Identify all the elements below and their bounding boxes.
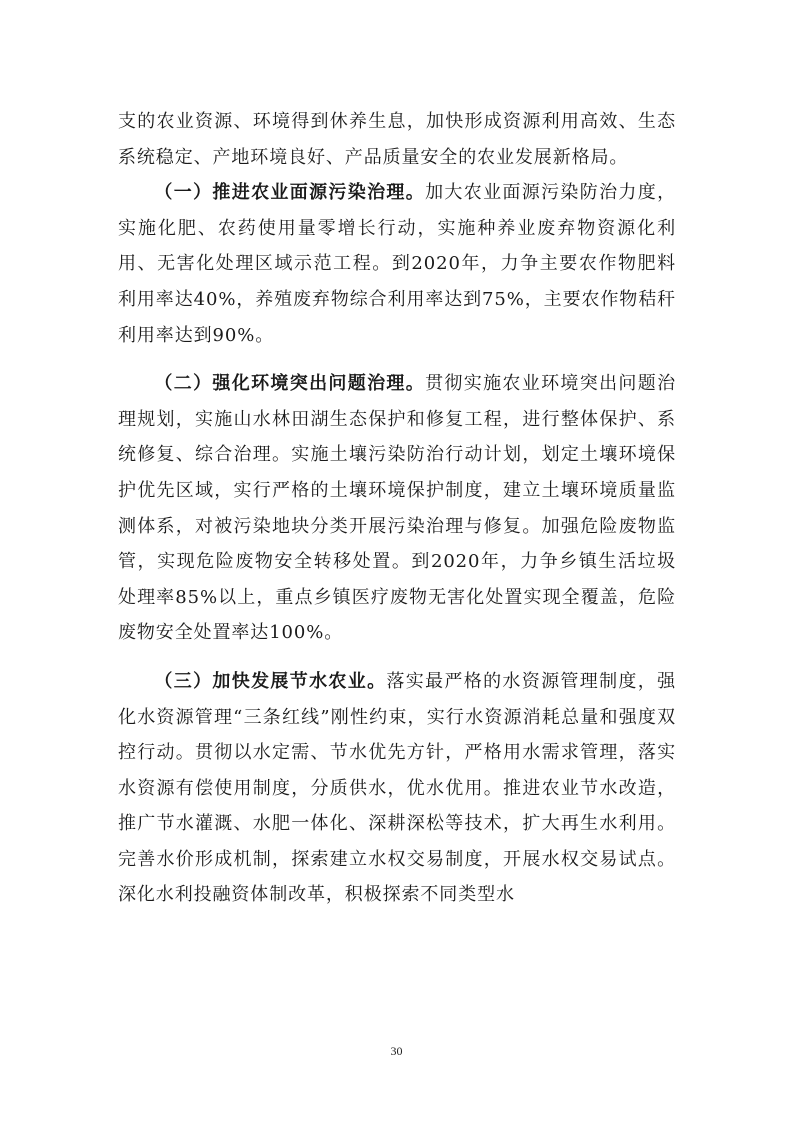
section-heading: （二）强化环境突出问题治理。 (154, 373, 426, 395)
section-heading: （一）推进农业面源污染治理。 (154, 182, 426, 204)
page-number: 30 (390, 1044, 403, 1058)
paragraph-section-3 (118, 664, 676, 913)
body-text (118, 104, 676, 913)
paragraph-text: 贯彻实施农业环境突出问题治理规划，实施山水林田湖生态保护和修复工程，进行整体保护、系统修复、综合治理。实施土壤污染防治行动计划，划定土壤环境保护优先区域，实行严格的土壤环境保护制度，建立土壤环境质量监测体系，对被污染地块分类开展污染治理与修复。加强危险废物监管，实现危险废物安全转移处置。到2020年，力争乡镇生活垃圾处理率85%以上，重点乡镇医疗废物无害化处置实现全覆盖，危险废物安全处置率达100%。 (118, 373, 676, 644)
paragraph-text: 落实最严格的水资源管理制度，强化水资源管理“三条红线”刚性约束，实行水资源消耗总量和强度双控行动。贯彻以水定需、节水优先方针，严格用水需求管理，落实水资源有偿使用制度，分质供水，优水优用。推进农业节水改造，推广节水灌溉、水肥一体化、深耕深松等技术，扩大再生水利用。完善水价形成机制，探索建立水权交易制度，开展水权交易试点。深化水利投融资体制改革，积极探索不同类型水 (118, 670, 676, 906)
paragraph-section-2 (118, 366, 676, 651)
section-heading: （三）加快发展节水农业。 (154, 670, 387, 692)
paragraph-text: 支的农业资源、环境得到休养生息，加快形成资源利用高效、生态系统稳定、产地环境良好、产品质量安全的农业发展新格局。 (118, 111, 676, 168)
paragraph-section-1 (118, 175, 676, 353)
paragraph-text: 加大农业面源污染防治力度，实施化肥、农药使用量零增长行动，实施种养业废弃物资源化利用、无害化处理区域示范工程。到2020年，力争主要农作物肥料利用率达40%，养殖废弃物综合利用率达到75%，主要农作物秸秆利用率达到90%。 (118, 182, 676, 346)
paragraph-continuation (118, 104, 676, 175)
